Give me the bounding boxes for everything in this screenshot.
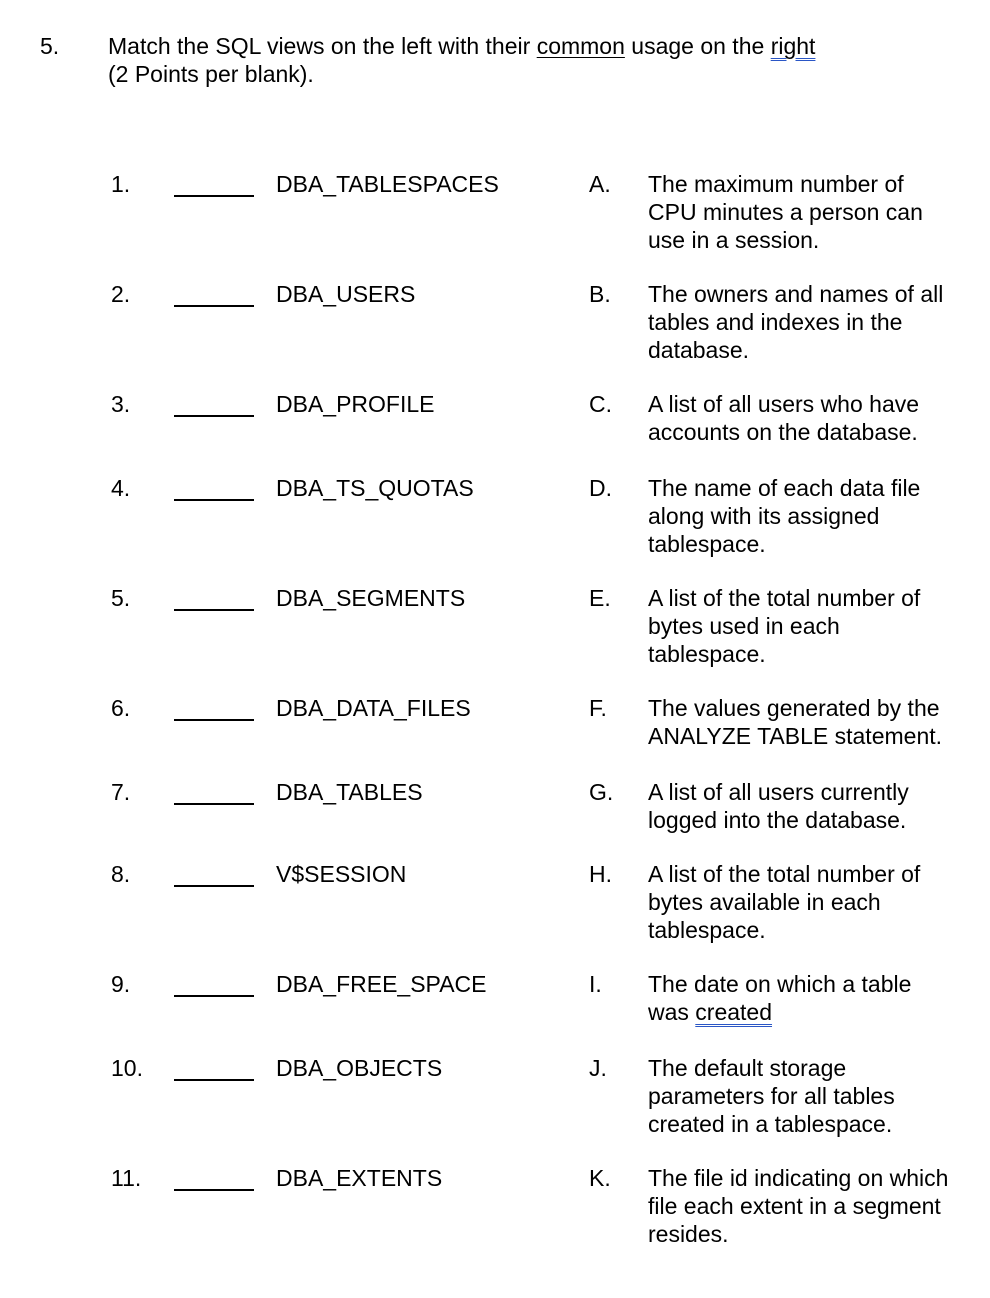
answer-blank[interactable] (174, 609, 254, 611)
description-line: The maximum number of (648, 171, 904, 197)
option-description (648, 1164, 978, 1248)
description-line: tablespace. (648, 917, 766, 943)
description-line: use in a session. (648, 227, 820, 253)
answer-blank[interactable] (174, 995, 254, 997)
description-line: logged into the database. (648, 807, 907, 833)
option-description (648, 778, 978, 834)
question-number: 5. (40, 33, 60, 59)
description-line: parameters for all tables (648, 1083, 895, 1109)
answer-blank[interactable] (174, 415, 254, 417)
instructions-word-common: common (536, 33, 625, 59)
answer-blank[interactable] (174, 499, 254, 501)
answer-blank[interactable] (174, 305, 254, 307)
description-line: A list of all users who have (648, 391, 920, 417)
description-line: A list of all users currently (648, 779, 909, 805)
option-letter: D. (589, 475, 612, 501)
description-line: along with its assigned (648, 503, 880, 529)
description-line: A list of the total number of (648, 861, 921, 887)
option-description (648, 390, 978, 446)
instructions-text-b: usage on the (624, 33, 771, 59)
description-line: ANALYZE TABLE statement. (648, 723, 943, 749)
answer-blank[interactable] (174, 195, 254, 197)
description-line: The values generated by the (648, 695, 940, 721)
option-description (648, 584, 978, 668)
option-description (648, 1054, 978, 1138)
description-line: was created (648, 999, 773, 1025)
description-line: CPU minutes a person can (648, 199, 923, 225)
instructions-line-1 (108, 32, 815, 60)
item-number: 2. (111, 281, 131, 307)
instructions-word-right: right (770, 33, 816, 59)
option-description (648, 280, 978, 364)
sql-view-name: DBA_FREE_SPACE (276, 971, 487, 997)
option-letter: H. (589, 861, 612, 887)
option-description (648, 860, 978, 944)
answer-blank[interactable] (174, 719, 254, 721)
instructions-text-a: Match the SQL views on the left with their (108, 33, 537, 59)
description-line: bytes available in each (648, 889, 881, 915)
option-letter: A. (589, 171, 611, 197)
sql-view-name: DBA_TABLES (276, 779, 423, 805)
description-line: file each extent in a segment (648, 1193, 941, 1219)
answer-blank[interactable] (174, 803, 254, 805)
item-number: 1. (111, 171, 131, 197)
question-instructions (108, 32, 815, 88)
description-line: bytes used in each (648, 613, 840, 639)
item-number: 11. (111, 1165, 142, 1191)
description-line: database. (648, 337, 750, 363)
description-line: The owners and names of all (648, 281, 944, 307)
sql-view-name: V$SESSION (276, 861, 407, 887)
item-number: 3. (111, 391, 131, 417)
answer-blank[interactable] (174, 1189, 254, 1191)
description-line: resides. (648, 1221, 729, 1247)
description-line: tablespace. (648, 531, 766, 557)
option-letter: G. (589, 779, 614, 805)
option-letter: J. (589, 1055, 607, 1081)
option-letter: F. (589, 695, 607, 721)
description-line: created in a tablespace. (648, 1111, 893, 1137)
answer-blank[interactable] (174, 1079, 254, 1081)
answer-blank[interactable] (174, 885, 254, 887)
option-letter: B. (589, 281, 611, 307)
sql-view-name: DBA_TS_QUOTAS (276, 475, 474, 501)
option-description (648, 970, 978, 1026)
option-letter: K. (589, 1165, 611, 1191)
option-description (648, 170, 978, 254)
sql-view-name: DBA_TABLESPACES (276, 171, 499, 197)
description-line: The date on which a table (648, 971, 912, 997)
item-number: 6. (111, 695, 131, 721)
option-description (648, 474, 978, 558)
item-number: 7. (111, 779, 131, 805)
description-line: tables and indexes in the (648, 309, 903, 335)
option-letter: I. (589, 971, 602, 997)
sql-view-name: DBA_PROFILE (276, 391, 435, 417)
option-letter: E. (589, 585, 611, 611)
description-line: The name of each data file (648, 475, 921, 501)
option-letter: C. (589, 391, 612, 417)
sql-view-name: DBA_SEGMENTS (276, 585, 466, 611)
description-line: The file id indicating on which (648, 1165, 949, 1191)
item-number: 10. (111, 1055, 143, 1081)
description-line: accounts on the database. (648, 419, 918, 445)
description-line: A list of the total number of (648, 585, 921, 611)
sql-view-name: DBA_DATA_FILES (276, 695, 471, 721)
sql-view-name: DBA_OBJECTS (276, 1055, 443, 1081)
option-description (648, 694, 978, 750)
description-line: tablespace. (648, 641, 766, 667)
description-line: The default storage (648, 1055, 847, 1081)
instructions-line-2: (2 Points per blank). (108, 61, 314, 87)
item-number: 9. (111, 971, 131, 997)
item-number: 5. (111, 585, 131, 611)
item-number: 8. (111, 861, 131, 887)
sql-view-name: DBA_USERS (276, 281, 416, 307)
item-number: 4. (111, 475, 131, 501)
sql-view-name: DBA_EXTENTS (276, 1165, 443, 1191)
